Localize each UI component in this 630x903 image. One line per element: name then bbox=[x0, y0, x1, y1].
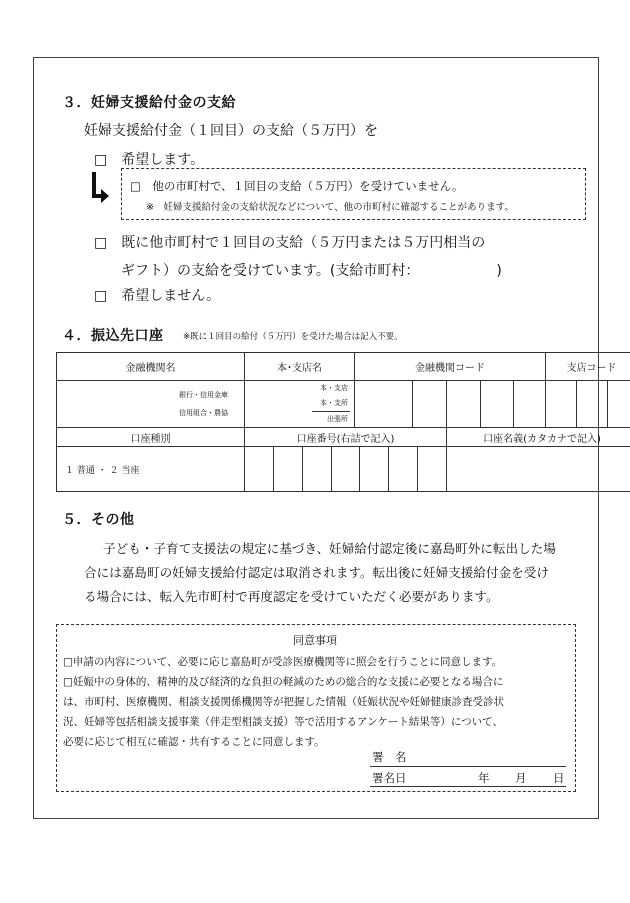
bank-code-digit-4[interactable] bbox=[481, 381, 514, 428]
account-name-input[interactable] bbox=[447, 447, 630, 492]
sign-date-label: 署名日 bbox=[372, 771, 407, 785]
sub-option-note: ※ 妊婦支援給付金の支給状況などについて、他の市町村に確認することがあります。 bbox=[146, 202, 514, 213]
header-branch-code: 支店コード bbox=[546, 353, 630, 381]
account-digit-5[interactable] bbox=[359, 447, 388, 491]
account-digit-3[interactable] bbox=[302, 447, 331, 491]
header-bank-name: 金融機関名 bbox=[57, 353, 245, 381]
account-type-value[interactable]: １ 普通 ・ ２ 当座 bbox=[57, 447, 245, 492]
header-account-type: 口座種別 bbox=[57, 428, 245, 447]
bank-type-1: 銀行・信用金庫 bbox=[179, 391, 228, 399]
section5-line2: 合には嘉島町の妊婦支援給付認定は取消されます。転出後に妊婦支援給付金を受け bbox=[84, 565, 549, 580]
header-branch-name: 本･支店名 bbox=[245, 353, 355, 381]
bank-code-digit-3[interactable] bbox=[447, 381, 481, 428]
section3-heading: ３．妊婦支援給付金の支給 bbox=[62, 95, 236, 111]
header-account-name: 口座名義(カタカナで記入) bbox=[447, 428, 630, 447]
arrow-down-right-icon bbox=[90, 172, 110, 206]
sign-date-line[interactable] bbox=[370, 786, 566, 787]
month-label: 月 bbox=[515, 771, 527, 785]
sub-option-checkbox[interactable]: □ 他の市町村で、１回目の支給（５万円）を受けていません。 bbox=[130, 179, 464, 193]
consent-title: 同意事項 bbox=[293, 634, 337, 647]
signature-line[interactable] bbox=[370, 766, 566, 767]
bank-code-digit-5[interactable] bbox=[514, 381, 546, 428]
option-already-received-line2: ギフト）の支給を受けています。(支給市町村： ) bbox=[121, 263, 502, 279]
bank-account-table bbox=[56, 352, 630, 492]
section4-heading: ４．振込先口座 bbox=[62, 328, 164, 344]
bank-type-2: 信用組合・農協 bbox=[179, 409, 228, 417]
account-digit-7[interactable] bbox=[417, 447, 446, 491]
consent-item2-line4: 必要に応じて相互に確認・共有することに同意します。 bbox=[63, 736, 325, 748]
header-account-number: 口座番号(右詰で記入) bbox=[245, 428, 447, 447]
consent-item2-checkbox[interactable]: □妊娠中の身体的、精神的及び経済的な負担の軽減のための総合的な支援に必要となる場合に bbox=[63, 676, 504, 688]
signature-label: 署 名 bbox=[372, 750, 407, 764]
section4-note: ※既に１回目の給付（５万円）を受けた場合は記入不要。 bbox=[183, 332, 403, 342]
header-bank-code: 金融機関コード bbox=[355, 353, 546, 381]
option-wish-checkbox[interactable]: □ 希望します。 bbox=[94, 152, 205, 168]
branch-type-3: 出張所 bbox=[327, 415, 348, 423]
branch-code-digit-2[interactable] bbox=[577, 381, 608, 428]
day-label: 日 bbox=[553, 771, 565, 785]
bank-name-input[interactable] bbox=[57, 381, 245, 428]
section5-heading: ５．その他 bbox=[62, 512, 135, 528]
account-digit-2[interactable] bbox=[273, 447, 302, 491]
option-already-received-checkbox[interactable]: □ 既に他市町村で１回目の支給（５万円または５万円相当の bbox=[94, 235, 486, 251]
section3-intro: 妊婦支援給付金（１回目）の支給（５万円）を bbox=[84, 123, 378, 139]
bank-code-digit-2[interactable] bbox=[413, 381, 447, 428]
account-digit-4[interactable] bbox=[331, 447, 360, 491]
account-digit-1[interactable] bbox=[245, 447, 273, 491]
branch-type-2: 本・支所 bbox=[320, 399, 348, 407]
account-number-input[interactable] bbox=[245, 447, 447, 492]
consent-item2-line2: は、市町村、医療機関、相談支援関係機関等が把握した情報（妊娠状況や妊婦健康診査受診状 bbox=[63, 696, 504, 708]
branch-code-digit-1[interactable] bbox=[546, 381, 577, 428]
consent-item1-checkbox[interactable]: □申請の内容について、必要に応じ嘉島町が受診医療機関等に照会を行うことに同意します。 bbox=[63, 656, 503, 668]
branch-code-digit-3[interactable] bbox=[608, 381, 630, 428]
consent-item2-line3: 況、妊婦等包括相談支援事業（伴走型相談支援）等で活用するアンケート結果等）について、 bbox=[63, 716, 503, 728]
bank-code-digit-1[interactable] bbox=[355, 381, 413, 428]
branch-divider bbox=[312, 411, 350, 412]
branch-name-input[interactable] bbox=[245, 381, 355, 428]
year-label: 年 bbox=[478, 771, 490, 785]
option-no-wish-checkbox[interactable]: □ 希望しません。 bbox=[94, 288, 221, 304]
branch-type-1: 本・支店 bbox=[320, 384, 348, 392]
section5-line1: 子ども・子育て支援法の規定に基づき、妊婦給付認定後に嘉島町外に転出した場 bbox=[103, 541, 556, 556]
account-digit-6[interactable] bbox=[388, 447, 417, 491]
section5-line3: る場合には、転入先市町村で再度認定を受けていただく必要があります。 bbox=[84, 589, 499, 604]
